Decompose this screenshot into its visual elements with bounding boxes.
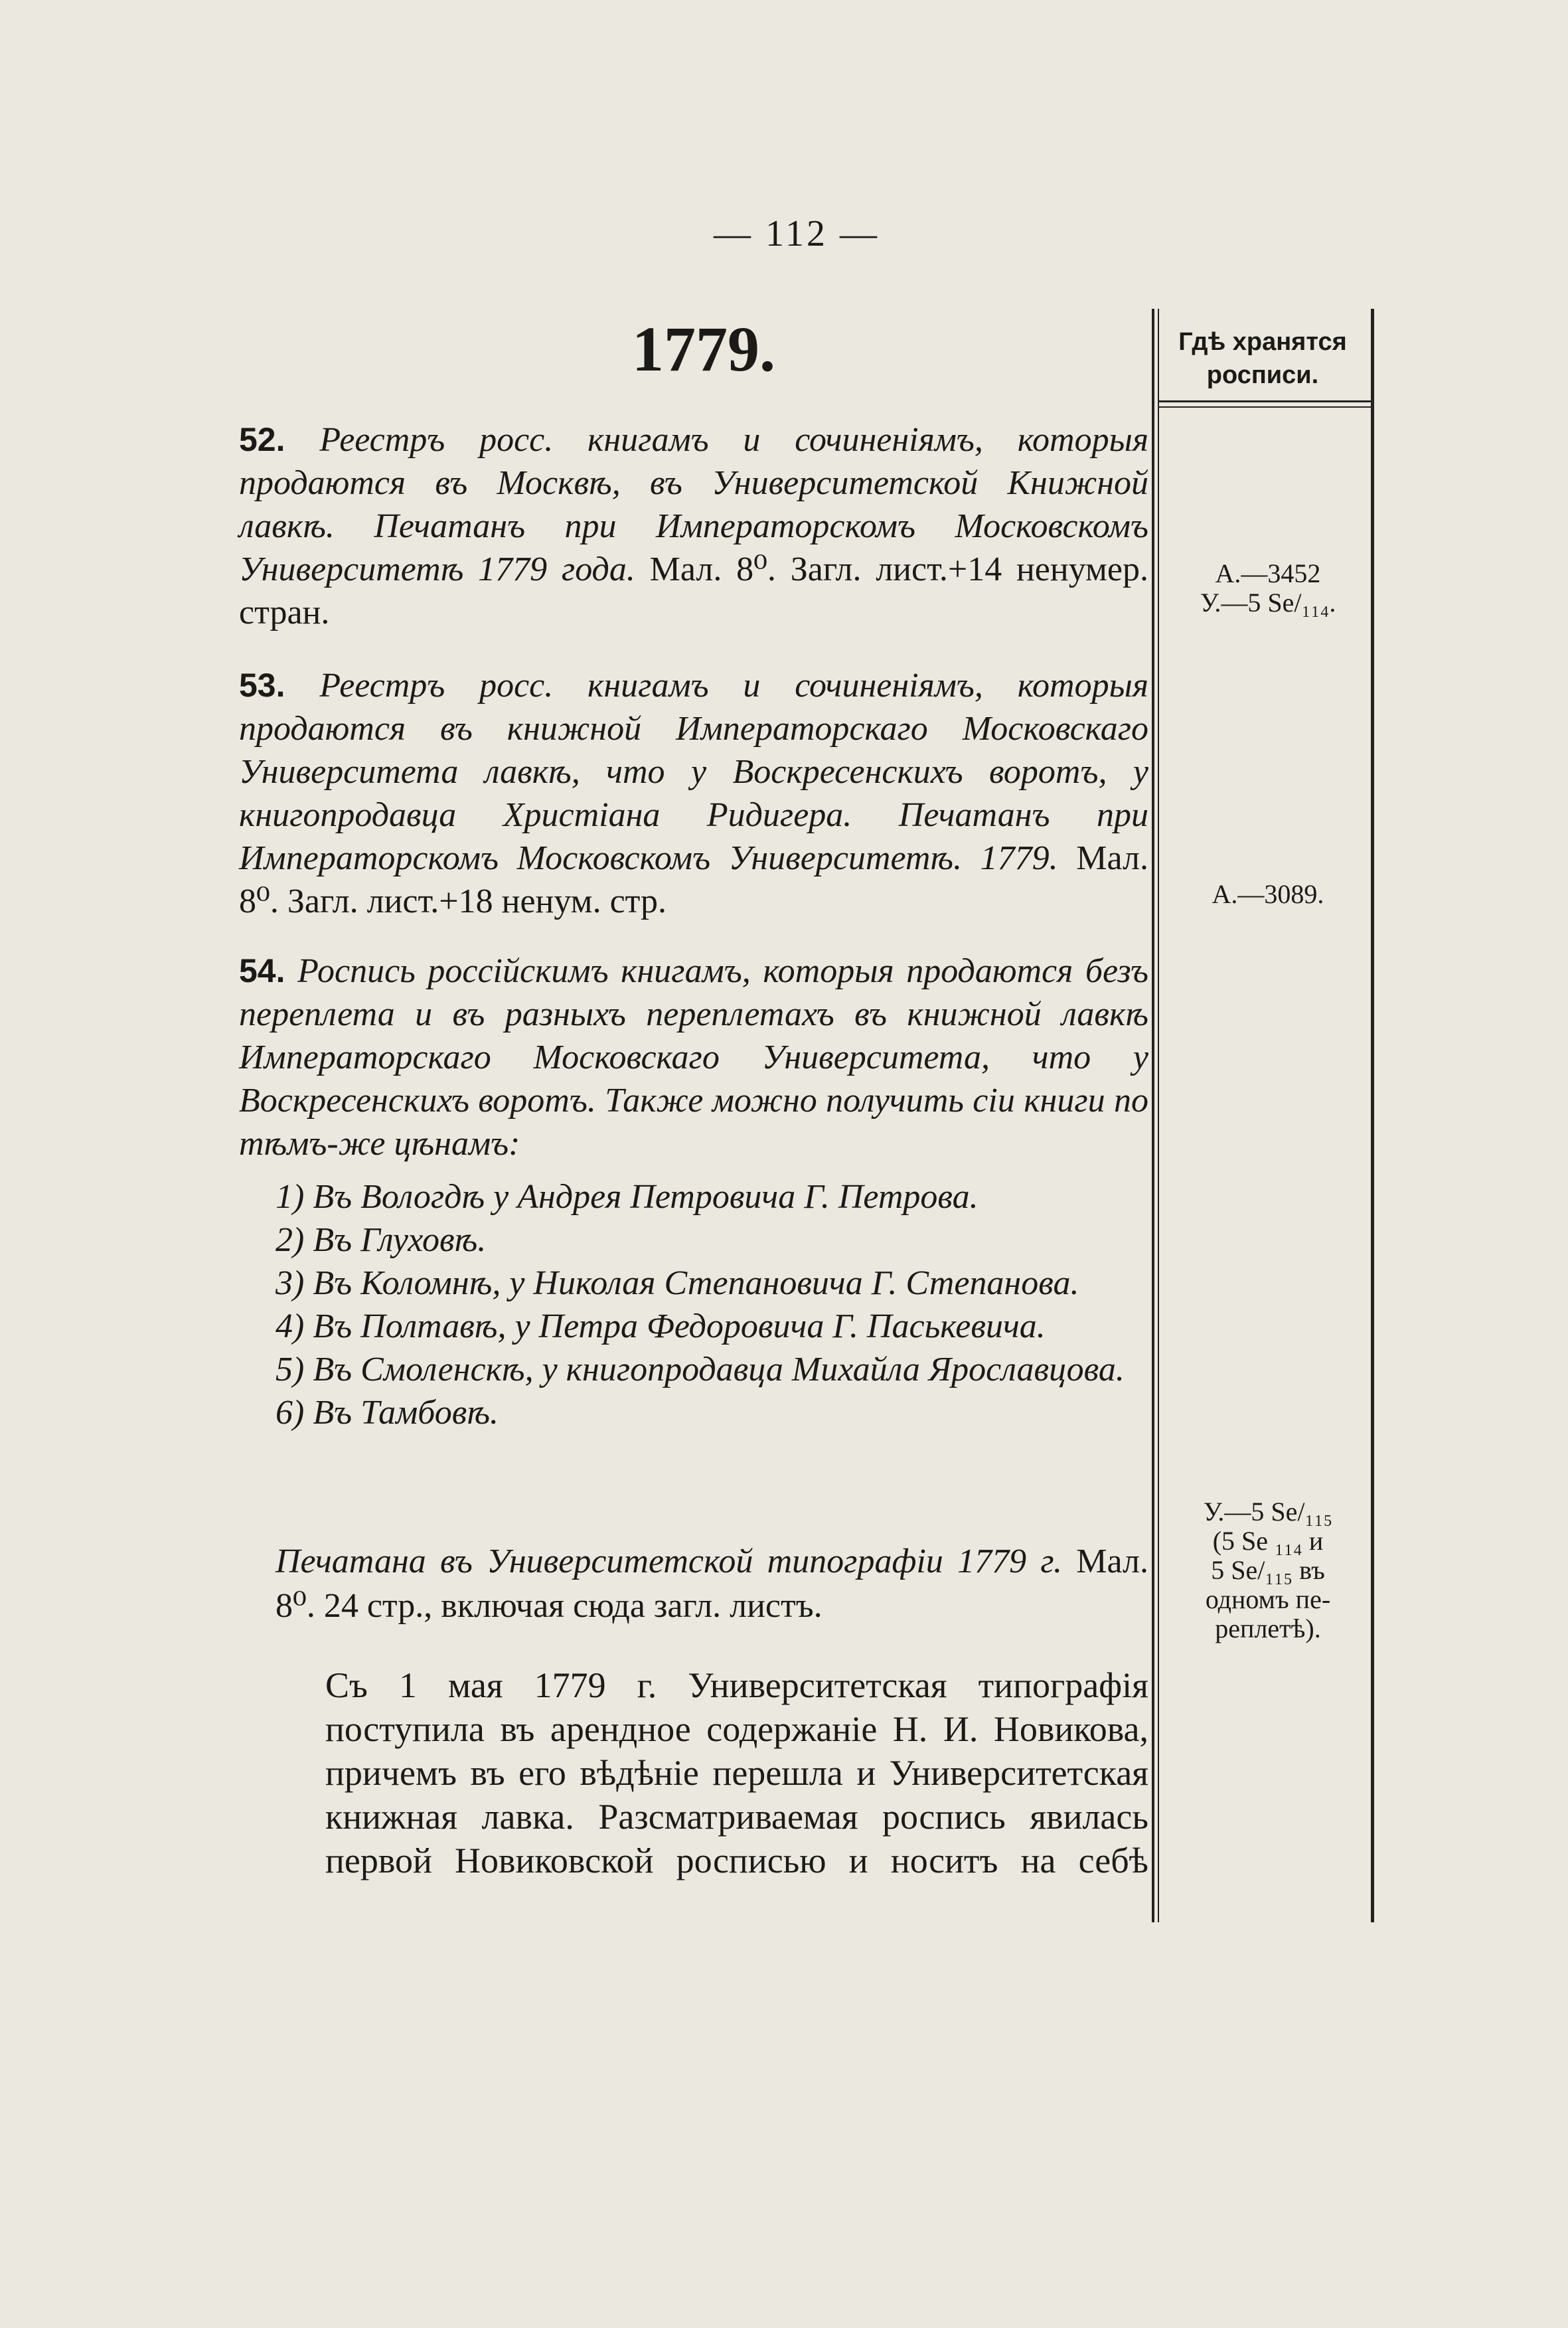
entry-title: Реестръ росс. книгамъ и сочиненіямъ, которыя продаются въ Москвѣ, въ Университетской Книжной лавкѣ. Печатанъ при Императорскомъ Московскомъ Университетѣ 1779 года. [239, 421, 1148, 588]
entry-52-location [1168, 559, 1368, 618]
entry-54-printed [275, 1539, 1148, 1628]
page-number: — 112 — [714, 213, 880, 254]
location-column-title-line1: Гдѣ хранятся [1178, 328, 1347, 356]
location-line: 5 Se/₁₁₅ въ [1211, 1555, 1325, 1585]
list-item: 4) Въ Полтавѣ, у Петра Федоровича Г. Паськевича. [275, 1307, 1046, 1345]
column-rule-left-inner [1158, 309, 1159, 1922]
location-line: одномъ пе- [1205, 1584, 1331, 1614]
entry-52-text [239, 418, 1148, 634]
location-line: А.—3089. [1212, 879, 1324, 909]
entry-number: 54. [239, 952, 285, 989]
location-column-title-line2: росписи. [1206, 361, 1319, 389]
list-item: 2) Въ Глуховѣ. [275, 1221, 487, 1259]
commentary-paragraph: Съ 1 мая 1779 г. Университетская типографія поступила въ арендное содержаніе Н. И. Новикова, причемъ въ его вѣдѣніе перешла и Университетская книжная лавка. Разсматриваемая роспись явилась первой Новиковской росписью и носитъ на себѣ [325, 1665, 1148, 1880]
entry-number: 52. [239, 421, 285, 458]
location-line: реплетѣ). [1215, 1614, 1321, 1643]
entry-title: Реестръ росс. книгамъ и сочиненіямъ, которыя продаются въ книжной Императорскаго Московскаго Университета лавкѣ, что у Воскресенскихъ воротъ, у книгопродавца Христіана Ридигера. Печатанъ при Императорскомъ Московскомъ Университетѣ. 1779. [239, 667, 1148, 877]
year-heading: 1779. [632, 313, 775, 384]
entry-54-location [1168, 1497, 1368, 1643]
printed-note: Печатана въ Университетской типографіи 1779 г. [275, 1542, 1062, 1580]
entry-54 [239, 950, 1148, 1165]
list-item: 3) Въ Коломнѣ, у Николая Степановича Г. Степанова. [275, 1264, 1079, 1302]
entry-title: Роспись россійскимъ книгамъ, которыя продаются безъ переплета и въ разныхъ переплетахъ въ книжной лавкѣ Императорскаго Московскаго Университета, что у Воскресенскихъ воротъ. Также можно получить сіи книги по тѣмъ-же цѣнамъ: [239, 952, 1149, 1163]
column-rule-left [1152, 309, 1154, 1922]
entry-description: Мал. 8⁰. Загл. лист.+18 ненум. стр. [239, 839, 1149, 920]
entry-description: Мал. 8⁰. Загл. лист.+14 ненумер. стран. [239, 550, 1149, 631]
location-line: А.—3452 [1215, 558, 1321, 588]
location-line: У.—5 Se/₁₁₅ [1203, 1497, 1333, 1527]
column-rule-right [1371, 309, 1374, 1922]
entry-52 [239, 418, 1148, 634]
column-header-rule-2 [1158, 406, 1372, 408]
list-item: 1) Въ Вологдѣ у Андрея Петровича Г. Петрова. [275, 1178, 979, 1216]
list-item: 5) Въ Смоленскѣ, у книгопродавца Михайла Ярославцова. [275, 1351, 1125, 1388]
list-item: 6) Въ Тамбовѣ. [275, 1394, 499, 1432]
location-line: У.—5 Se/₁₁₄. [1200, 588, 1336, 618]
location-column-header [1156, 325, 1369, 392]
entry-53 [239, 664, 1148, 923]
entry-number: 53. [239, 667, 285, 704]
printed-description: Мал. 8⁰. 24 стр., включая сюда загл. листъ. [275, 1542, 1148, 1625]
entry-54-sub-list [275, 1175, 1148, 1434]
column-header-rule [1158, 400, 1372, 402]
location-line: (5 Se ₁₁₄ и [1212, 1526, 1324, 1556]
entry-53-location [1168, 880, 1368, 909]
entry-54-text [239, 950, 1148, 1165]
entry-53-text [239, 664, 1148, 923]
